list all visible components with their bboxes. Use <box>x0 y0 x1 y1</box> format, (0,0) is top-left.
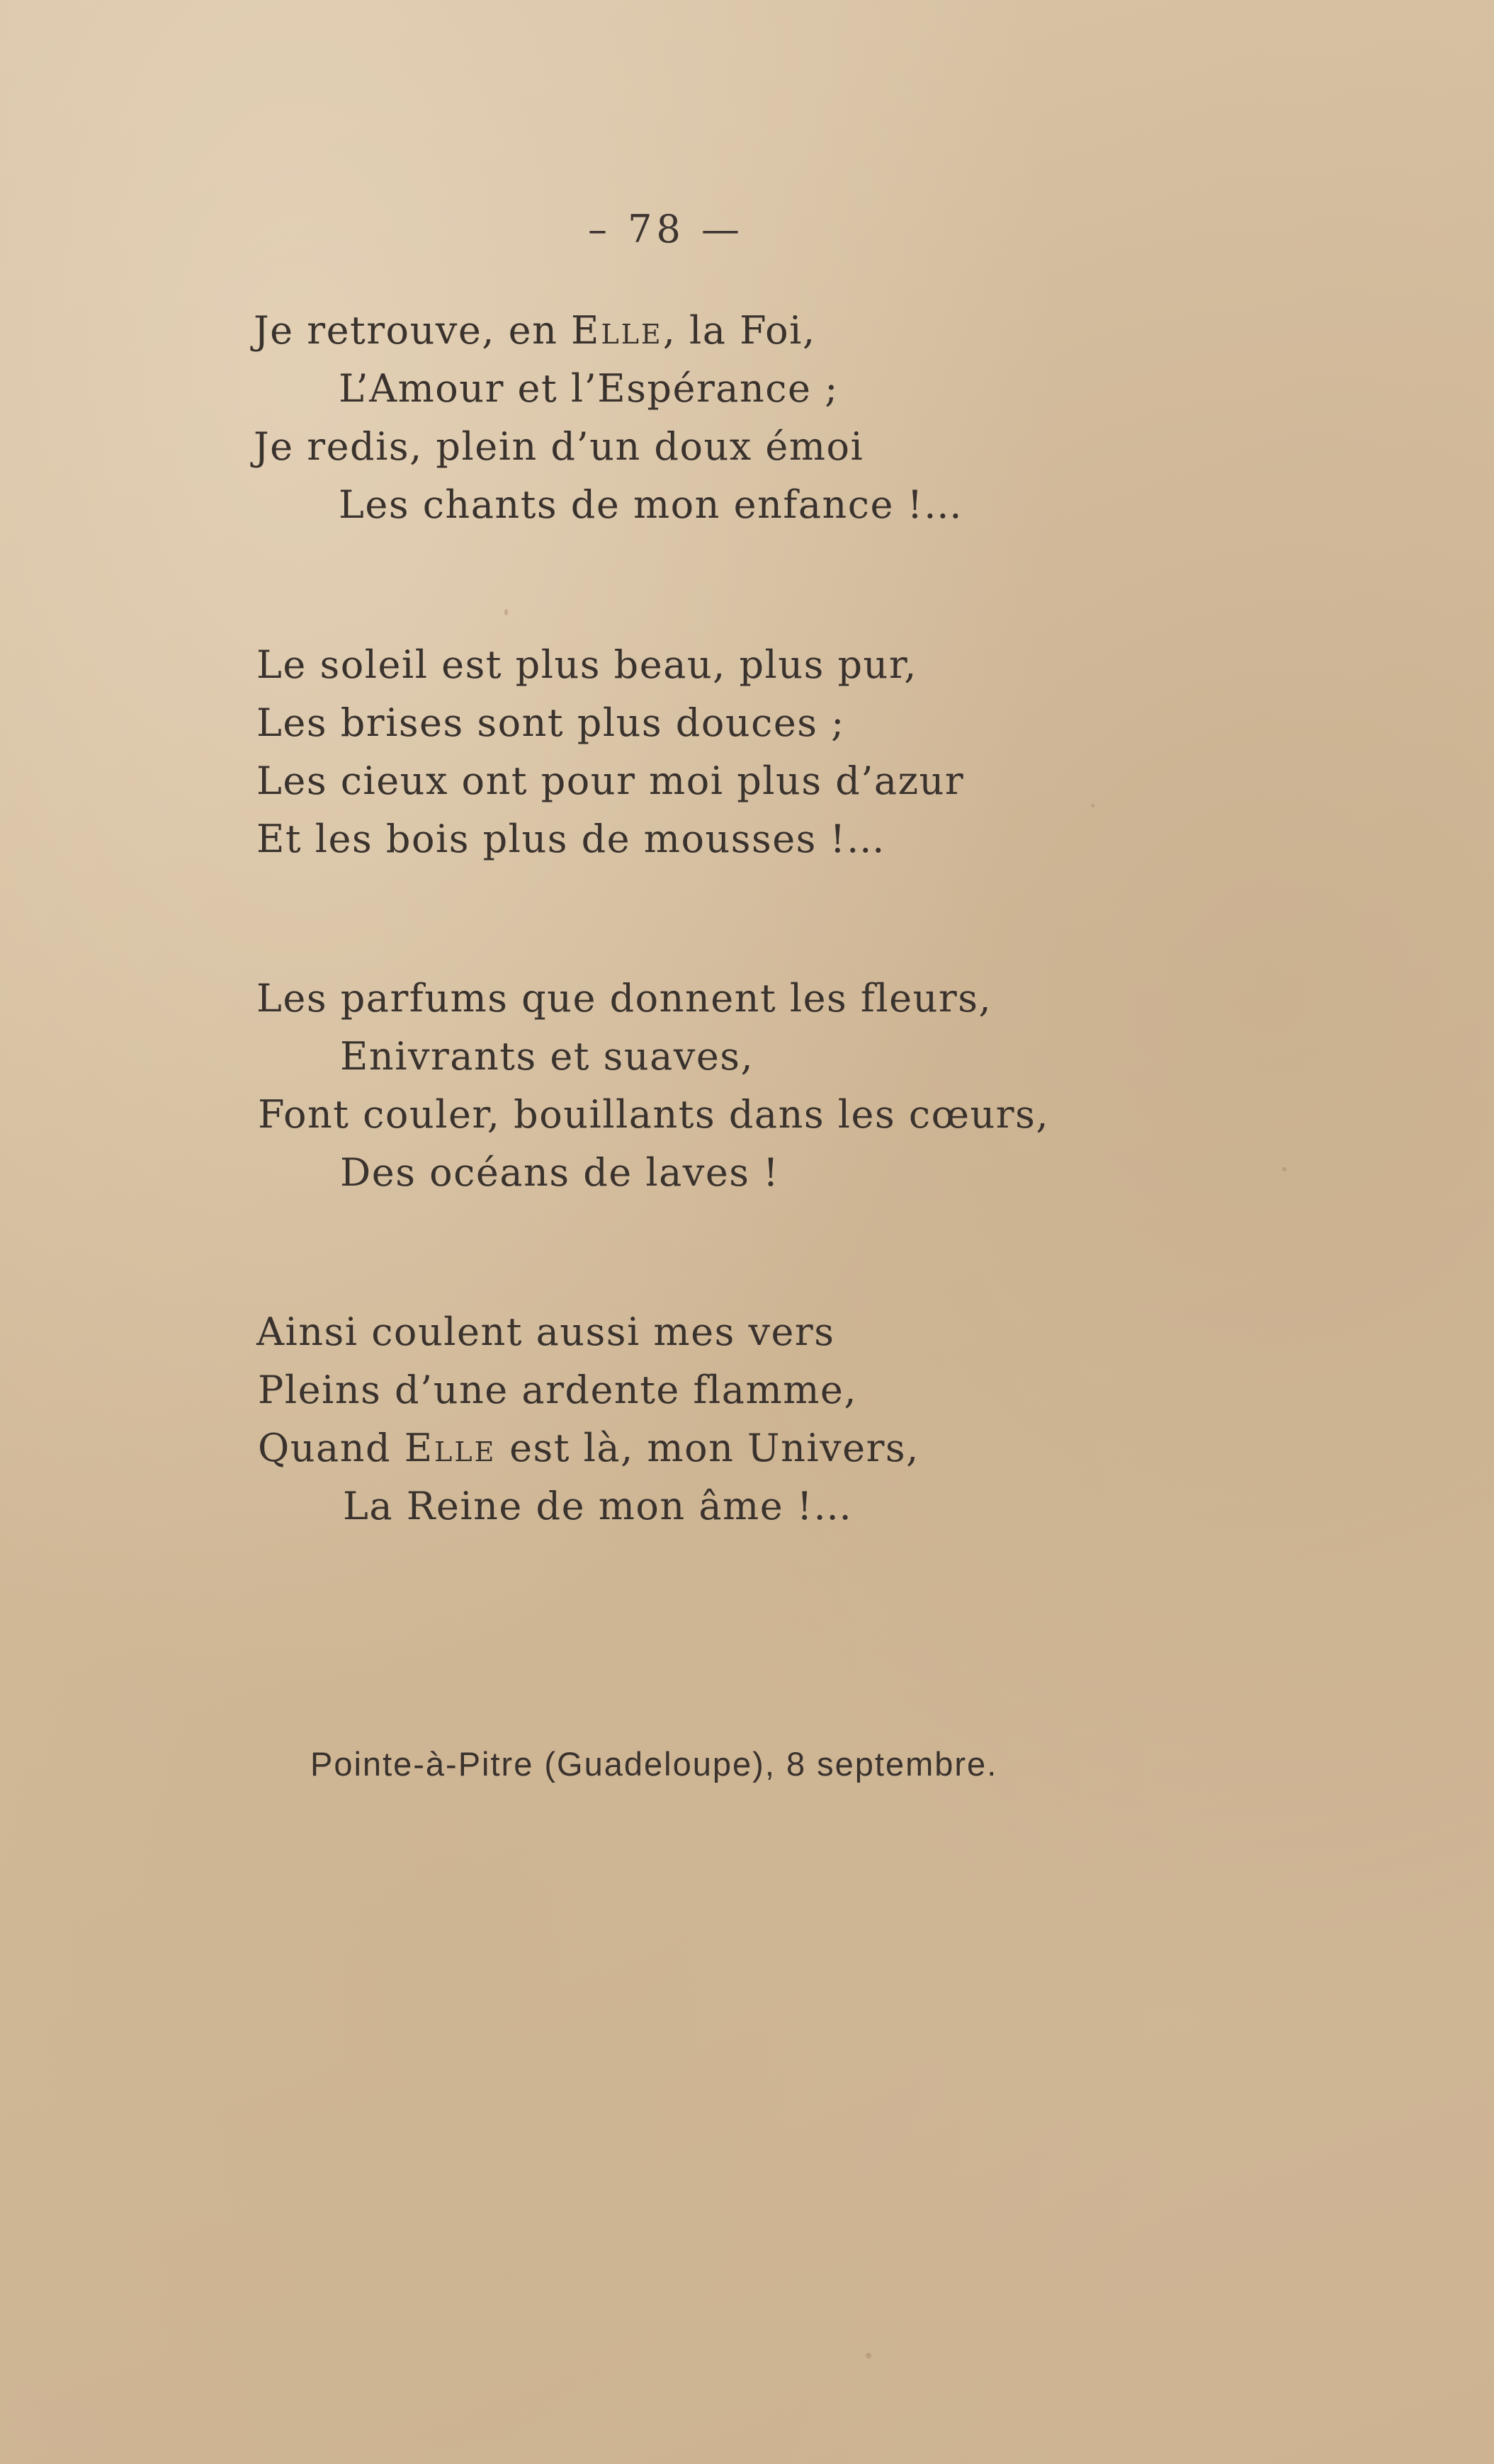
poem-line: L’Amour et l’Espérance ; <box>339 366 839 411</box>
poem-line: Des océans de laves ! <box>340 1150 780 1195</box>
paper-spot <box>504 609 508 615</box>
poem-line: La Reine de mon âme !… <box>343 1484 853 1528</box>
poem-line: Ainsi coulent aussi mes vers <box>256 1310 835 1354</box>
small-caps-word: Elle <box>571 308 663 353</box>
poem-line: Les brises sont plus douces ; <box>256 700 845 745</box>
paper-spot <box>1091 804 1094 807</box>
page-number: – 78 — <box>587 207 745 251</box>
paper-spot <box>866 2353 871 2358</box>
poem-line: Les chants de mon enfance !… <box>339 482 963 527</box>
poem-line: Font couler, bouillants dans les cœurs, <box>258 1092 1049 1137</box>
poem-line: Pleins d’une ardente flamme, <box>258 1368 858 1412</box>
poem-line: Les cieux ont pour moi plus d’azur <box>256 759 965 803</box>
poem-line: Quand Elle est là, mon Univers, <box>258 1426 919 1470</box>
poem-line: Et les bois plus de mousses !… <box>256 817 886 861</box>
poem-line: Je retrouve, en Elle, la Foi, <box>254 308 816 353</box>
place-date-signoff: Pointe-à-Pitre (Guadeloupe), 8 septembre. <box>310 1745 998 1783</box>
small-caps-word: Elle <box>404 1426 497 1470</box>
poem-line: Enivrants et suaves, <box>340 1034 754 1079</box>
poem-line: Je redis, plein d’un doux émoi <box>254 424 864 469</box>
poem-line: Le soleil est plus beau, plus pur, <box>256 642 917 687</box>
paper-spot <box>1282 1167 1286 1171</box>
poem-line: Les parfums que donnent les fleurs, <box>256 976 992 1021</box>
